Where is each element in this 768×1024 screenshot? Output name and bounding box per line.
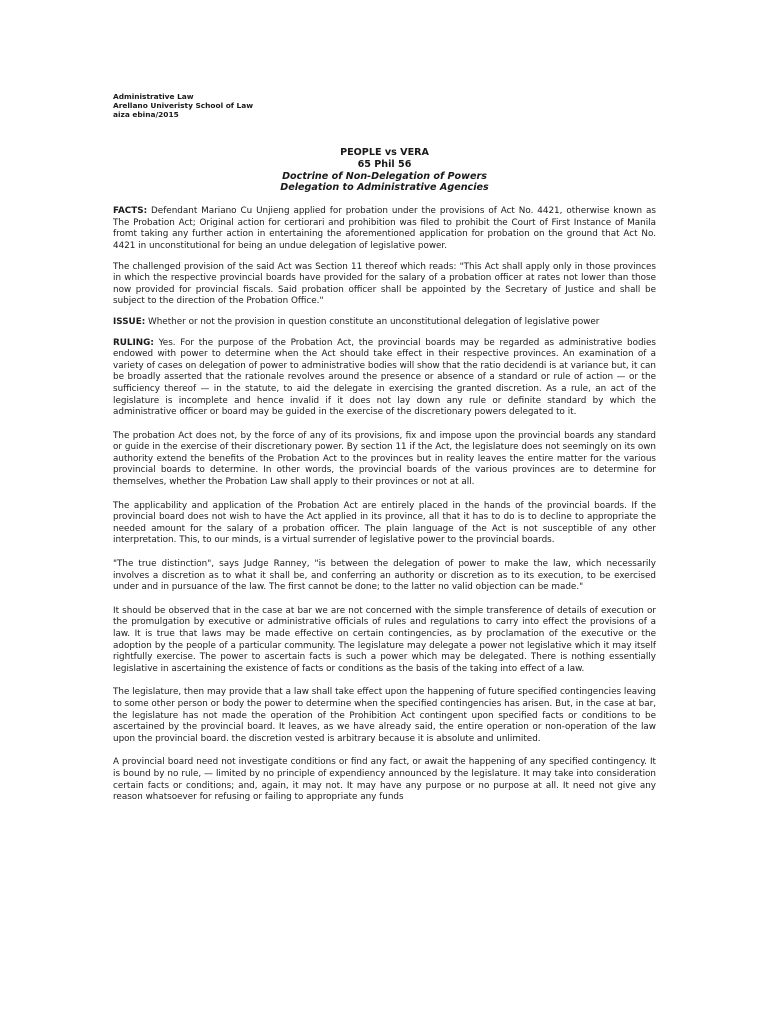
document-header <box>113 92 656 119</box>
facts-paragraph <box>113 206 656 252</box>
ruling-paragraph <box>113 338 656 419</box>
ruling-label: RULING: <box>113 337 154 348</box>
body-paragraph: The legislature, then may provide that a law shall take effect upon the happening of future specified contingencies leaving to some other person or body the power to determine when the specified contingencies has arisen. But, in the case at bar, the legislature has not made the operation of the Prohibition Act contingent upon specified facts or conditions to be ascertained by the provincial board. It leaves, as we have already said, the entire operation or non-operation of the law upon the provincial board. the discretion vested is arbitrary because it is absolute and unlimited. <box>113 687 656 744</box>
body-paragraph: "The true distinction", says Judge Ranney, "is between the delegation of power to make the law, which necessarily involves a discretion as to what it shall be, and conferring an authority or discretion as to its execution, to be exercised under and in pursuance of the law. The first cannot be done; to the latter no valid objection can be made." <box>113 559 656 593</box>
ruling-text: Yes. For the purpose of the Probation Act, the provincial boards may be regarded as administrative bodies endowed with power to determine when the Act should take effect in their respective provinces. An examination of a variety of cases on delegation of power to administrative bodies will show that the ratio decidendi is at variance but, it can be broadly asserted that the rationale revolves around the presence or absence of a standard or rule of action — or the sufficiency thereof — in the statute, to aid the delegate in exercising the granted discretion. As a rule, an act of the legislature is incomplete and hence invalid if it does not lay down any rule or definite standard by which the administrative officer or board may be guided in the exercise of the discretionary powers delegated to it. <box>113 337 656 418</box>
school-name: Arellano Univeristy School of Law <box>113 101 254 110</box>
case-name: PEOPLE vs VERA <box>340 147 429 158</box>
body-paragraph: The applicability and application of the Probation Act are entirely placed in the hands of the provincial boards. If the provincial board does not wish to have the Act applied in its province, all that it has to do is to decline to appropriate the needed amount for the salary of a probation officer. The plain language of the Act is not susceptible of any other interpretation. This, to our minds, is a virtual surrender of legislative power to the provincial boards. <box>113 500 656 546</box>
case-citation: 65 Phil 56 <box>357 158 412 170</box>
doctrine-title: Doctrine of Non-Delegation of Powers <box>282 170 487 182</box>
facts-label: FACTS: <box>113 206 148 217</box>
body-paragraph: A provincial board need not investigate conditions or find any fact, or await the happening of any specified contingency. It is bound by no rule, — limited by no principle of expendiency announced by the legislature. It may take into consideration certain facts or conditions; and, again, it may not. It may have any purpose or no purpose at all. It need not give any reason whatsoever for refusing or failing to appropriate any funds <box>113 757 656 803</box>
author-line: aiza ebina/2015 <box>113 110 179 119</box>
provision-paragraph: The challenged provision of the said Act was Section 11 thereof which reads: "This Act shall apply only in those provinces in which the respective provincial boards have provided for the salary of a probation officer at rates not lower than those now provided for provincial fiscals. Said probation officer shall be appointed by the Secretary of Justice and shall be subject to the direction of the Probation Office." <box>113 261 656 307</box>
issue-text: Whether or not the provision in question constitute an unconstitutional delegation of legislative power <box>145 316 600 327</box>
doctrine-subtitle: Delegation to Administrative Agencies <box>280 182 489 194</box>
body-paragraph: The probation Act does not, by the force of any of its provisions, fix and impose upon the provincial boards any standard or guide in the exercise of their discretionary power. By section 11 if the Act, the legislature does not seemingly on its own authority extend the benefits of the Probation Act to the provinces but in reality leaves the entire matter for the various provincial boards to determine. In other words, the provincial boards of the various provinces are to determine for themselves, whether the Probation Law shall apply to their provinces or not at all. <box>113 430 656 488</box>
issue-paragraph <box>113 317 656 329</box>
course-name: Administrative Law <box>113 92 194 101</box>
case-title-block <box>113 147 656 194</box>
body-paragraph: It should be observed that in the case at bar we are not concerned with the simple transference of details of execution or the promulgation by executive or administrative officials of rules and regulations to carry into effect the provisions of a law. It is true that laws may be made effective on certain contingencies, as by proclamation of the executive or the adoption by the people of a particular community. The legislature may delegate a power not legislative which it may itself rightfully exercise. The power to ascertain facts is such a power which may be delegated. There is nothing essentially legislative in ascertaining the existence of facts or conditions as the basis of the taking into effect of a law. <box>113 605 656 674</box>
document-page <box>113 92 656 804</box>
facts-text: Defendant Mariano Cu Unjieng applied for probation under the provisions of Act No. 4421, otherwise known as The Probation Act; Original action for certiorari and prohibition was filed to prohibit the Court of First Instance of Manila fromt taking any further action in entertaining the aforementioned application for probation on the ground that Act No. 4421 in unconstitutional for being an undue delegation of legislative power. <box>113 206 656 251</box>
issue-label: ISSUE: <box>113 316 146 327</box>
